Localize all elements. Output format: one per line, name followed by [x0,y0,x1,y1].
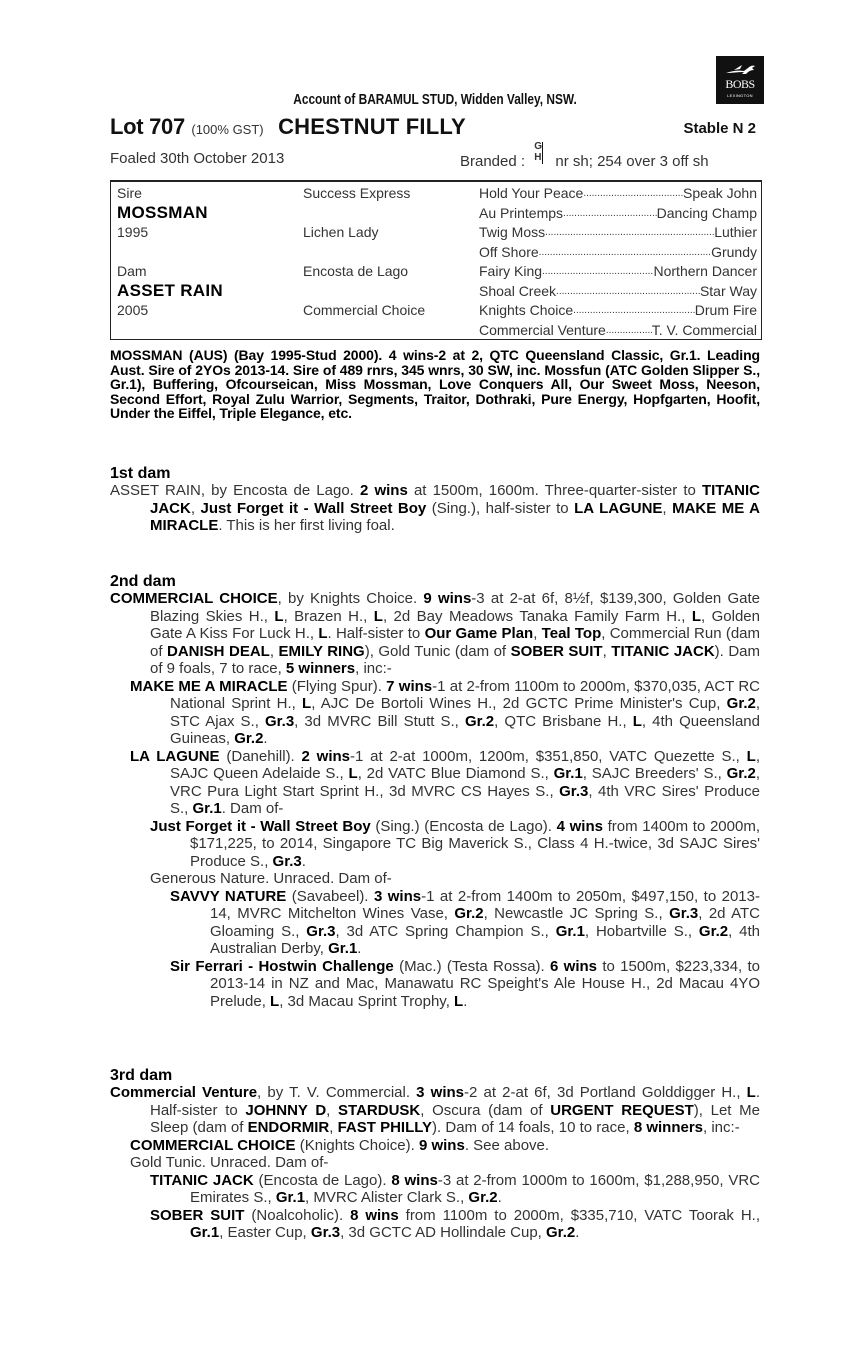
brand-mark-top: G [534,141,542,152]
bold-highlight: SOBER SUIT [510,642,603,660]
gst-note: (100% GST) [191,122,264,137]
bold-highlight: Sir Ferrari - Hostwin Challenge [170,957,394,975]
gen2-sire-dam: Lichen Lady [303,224,379,240]
first-dam-section [110,466,760,535]
bold-highlight: Gr.1 [328,940,358,957]
bold-highlight: Gr.2 [464,712,495,730]
bold-highlight: L [746,747,756,765]
bold-highlight: Gr.2 [726,695,756,712]
brand-mark-icon [533,141,547,168]
bold-highlight: JOHNNY D [245,1101,327,1119]
bold-highlight: DANISH DEAL [167,642,270,660]
bold-highlight: 3 wins [416,1084,465,1101]
progeny-paragraph: TITANIC JACK (Encosta de Lago). 8 wins-3 at 2-from 1000m to 1600m, $1,288,950, VRC Emirates S., Gr.1, MVRC Alister Clark S., Gr.2. [150,1171,760,1206]
bobs-lexington-logo [716,56,764,104]
gen3-row: Shoal Creek ..... Star Way [479,282,757,302]
bold-highlight: COMMERCIAL CHOICE [130,1136,296,1154]
progeny-paragraph: Sir Ferrari - Hostwin Challenge (Mac.) (Testa Rossa). 6 wins to 1500m, $223,334, to 2013-14 in NZ and Mac, Manawatu RC Speight's Ale House H., 2d Macau 4YO Prelude, L, 3d Macau Sprint Trophy, L. [170,957,761,1010]
bold-highlight: Teal Top [541,625,602,642]
bold-highlight: LA LAGUNE [574,499,663,517]
gen2-dam-sire: Encosta de Lago [303,263,409,279]
bold-highlight: TITANIC JACK [150,482,761,517]
bold-highlight: 4 wins [556,817,603,835]
section-heading: 1st dam [110,465,171,482]
bold-highlight: Commercial Venture [110,1084,258,1101]
bold-highlight: 8 wins [391,1171,438,1189]
bold-highlight: L [746,1084,756,1101]
sire-year: 1995 [117,224,149,240]
gen3-row: Twig Moss ..... Luthier [479,223,757,243]
bold-highlight: 2 wins [301,747,351,765]
progeny-paragraph: LA LAGUNE (Danehill). 2 wins-1 at 2-at 1000m, 1200m, $351,850, VATC Quezette S., L, SAJC Queen Adelaide S., L, 2d VATC Blue Diamond S., Gr.1, SAJC Breeders' S., Gr.2, VRC Pura Light Start Sprint H., 3d MVRC CS Hayes S., Gr.3, 4th VRC Sires' Produce S., Gr.1. Dam of- [130,747,760,817]
bold-highlight: 9 wins [423,590,472,607]
progeny-paragraph: SOBER SUIT (Noalcoholic). 8 wins from 1100m to 2000m, $335,710, VATC Toorak H., Gr.1, Easter Cup, Gr.3, 3d GCTC AD Hollindale Cup, Gr.2. [150,1206,760,1241]
bold-highlight: L [632,712,642,730]
gen3-row: Off Shore ..... Grundy [479,243,757,263]
bold-highlight: TITANIC JACK [611,642,715,660]
brand-info [460,141,709,170]
dam-year: 2005 [117,302,149,318]
bold-highlight: 8 winners [633,1119,704,1136]
bold-highlight: L [318,625,328,642]
bold-highlight: FAST PHILLY [337,1119,433,1136]
vendor-account: Account of BARAMUL STUD, Widden Valley, NSW. [293,92,577,108]
gen3-row: Au Printemps ..... Dancing Champ [479,204,757,224]
bold-highlight: Gr.2 [454,905,484,922]
bold-highlight: URGENT REQUEST [550,1101,694,1119]
progeny-paragraph: Just Forget it - Wall Street Boy (Sing.) (Encosta de Lago). 4 wins from 1400m to 2000m, $171,225, to 2014, Singapore TC Big Maverick S., Class 4 H.-twice, 3d SAJC Sires' Produce S., Gr.3. [150,817,760,870]
bold-highlight: LA LAGUNE [130,747,220,765]
bold-highlight: Gr.2 [546,1224,576,1241]
bold-highlight: 7 wins [386,677,433,695]
stable-location: Stable N 2 [683,120,756,137]
bold-highlight: TITANIC JACK [150,1171,254,1189]
lot-number: Lot 707 [110,114,185,139]
pedigree-table [110,180,762,340]
bold-highlight: Gr.3 [559,782,589,800]
bold-highlight: Our Game Plan [424,625,534,642]
bold-highlight: SAVVY NATURE [170,887,287,905]
bold-highlight: Gr.3 [669,905,699,922]
bold-highlight: Gr.3 [310,1224,341,1241]
foaled-date: Foaled 30th October 2013 [110,150,285,167]
branded-detail: nr sh; 254 over 3 off sh [555,153,709,170]
bold-highlight: 3 wins [373,887,422,905]
bold-highlight: L [373,607,383,625]
sire-label: Sire [117,185,142,201]
brand-mark-bottom: H [534,152,542,163]
dam-name: ASSET RAIN [117,281,223,300]
gen3-row: Hold Your Peace ..... Speak John [479,184,757,204]
bold-highlight: Just Forget it - Wall Street Boy [200,499,427,517]
second-dam-section [110,574,760,1010]
progeny-paragraph: COMMERCIAL CHOICE (Knights Choice). 9 wins. See above. [130,1136,550,1154]
bold-highlight: Gr.2 [234,730,264,747]
section-heading: 3rd dam [110,1067,173,1084]
bird-logo-icon [724,62,756,78]
bold-highlight: L [454,992,464,1010]
gen2-dam-dam: Commercial Choice [303,302,426,318]
colour-sex: CHESTNUT FILLY [278,114,466,139]
progeny-paragraph: SAVVY NATURE (Savabeel). 3 wins-1 at 2-from 1400m to 2050m, $497,150, to 2013-14, MVRC Mitchelton Wines Vase, Gr.2, Newcastle JC Spring S., Gr.3, 2d ATC Gloaming S., Gr.3, 3d ATC Spring Champion S., Gr.1, Hobartville S., Gr.2, 4th Australian Derby, Gr.1. [170,887,761,957]
bold-highlight: Gr.1 [190,1224,220,1241]
bold-highlight: Gr.1 [555,922,585,940]
progeny-paragraph: MAKE ME A MIRACLE (Flying Spur). 7 wins-1 at 2-from 1100m to 2000m, $370,035, ACT RC National Sprint H., L, AJC De Bortoli Wines H., 2d GCTC Prime Minister's Cup, Gr.2, STC Ajax S., Gr.3, 3d MVRC Bill Stutt S., Gr.2, QTC Brisbane H., L, 4th Queensland Guineas, Gr.2. [130,677,761,747]
bold-highlight: 6 wins [550,957,598,975]
bold-highlight: L [274,607,284,625]
bold-highlight: Gr.1 [275,1189,306,1206]
bold-highlight: 8 wins [350,1206,399,1224]
logo-subtext: LEXINGTON [727,93,753,98]
bold-highlight: Gr.3 [272,852,302,870]
bold-highlight: Gr.1 [553,765,583,782]
bold-highlight: Gr.2 [698,922,729,940]
foaling-brand-line [110,141,760,170]
progeny-paragraph: Gold Tunic. Unraced. Dam of- [130,1154,329,1171]
dam-paragraph: Commercial Venture, by T. V. Commercial. 3 wins-2 at 2-at 6f, 3d Portland Golddigger H., L. Half-sister to JOHNNY D, STARDUSK, Oscura (dam of URGENT REQUEST), Let Me Sleep (dam of ENDORMIR, FAST PHILLY). Dam of 14 foals, 10 to race, 8 winners, inc:- [110,1084,761,1136]
bold-highlight: MAKE ME A MIRACLE [130,677,288,695]
bold-highlight: Gr.3 [264,712,295,730]
progeny-paragraph: Generous Nature. Unraced. Dam of- [150,870,392,887]
bold-highlight: 2 wins [359,482,408,499]
gen3-row: Fairy King ..... Northern Dancer [479,262,757,282]
bold-highlight: 9 wins [418,1136,465,1154]
branded-label: Branded : [460,153,526,170]
lot-header [110,114,760,140]
bold-highlight: MAKE ME A MIRACLE [150,499,761,534]
logo-wordmark: BOBS [725,77,755,91]
bold-highlight: L [691,607,701,625]
bold-highlight: ENDORMIR [247,1119,330,1136]
bold-highlight: 5 winners [285,660,356,677]
gen2-sire-sire: Success Express [303,185,411,201]
bold-highlight: L [270,992,280,1010]
bold-highlight: SOBER SUIT [150,1206,245,1224]
third-dam-section [110,1068,760,1242]
section-heading: 2nd dam [110,573,176,590]
bold-highlight: L [302,695,312,712]
bold-highlight: Gr.3 [306,922,336,940]
gen3-row: Knights Choice ..... Drum Fire [479,301,757,321]
bold-highlight: Gr.2 [468,1189,498,1206]
bold-highlight: STARDUSK [338,1101,421,1119]
sire-biography: MOSSMAN (AUS) (Bay 1995-Stud 2000). 4 wins-2 at 2, QTC Queensland Classic, Gr.1. Leading Aust. Sire of 2YOs 2013-14. Sire of 489 rnrs, 345 wnrs, 30 SW, inc. Mossfun (ATC Golden Slipper S., Gr.1), Buffering, Ofcourseican, Miss Mossman, Love Conquers All, Our Sweet Moss, Neeson, Second Effort, Royal Zulu Warrior, Segments, Traitor, Dothraki, Pure Energy, Hopfgarten, Hoofit, Under the Eiffel, Triple Elegance, etc. [110,347,760,421]
bold-highlight: Just Forget it - Wall Street Boy [150,817,371,835]
bold-highlight: EMILY RING [278,642,365,660]
bold-highlight: COMMERCIAL CHOICE [110,590,278,607]
gen3-row: Commercial Venture ..... T. V. Commercial [479,321,757,341]
bold-highlight: Gr.2 [726,765,756,782]
bold-highlight: Gr.1 [192,800,222,817]
dam-paragraph: ASSET RAIN, by Encosta de Lago. 2 wins at 1500m, 1600m. Three-quarter-sister to TITANIC JACK, Just Forget it - Wall Street Boy (Sing.), half-sister to LA LAGUNE, MAKE ME A MIRACLE. This is her first living foal. [110,482,761,534]
sire-name: MOSSMAN [117,203,208,222]
dam-label: Dam [117,263,147,279]
bold-highlight: L [348,765,358,782]
dam-paragraph: COMMERCIAL CHOICE, by Knights Choice. 9 wins-3 at 2-at 6f, 8½f, $139,300, Golden Gate Blazing Skies H., L, Brazen H., L, 2d Bay Meadows Tanaka Family Farm H., L, Golden Gate A Kiss For Luck H., L. Half-sister to Our Game Plan, Teal Top, Commercial Run (dam of DANISH DEAL, EMILY RING), Gold Tunic (dam of SOBER SUIT, TITANIC JACK). Dam of 9 foals, 7 to race, 5 winners, inc:- [110,590,760,677]
